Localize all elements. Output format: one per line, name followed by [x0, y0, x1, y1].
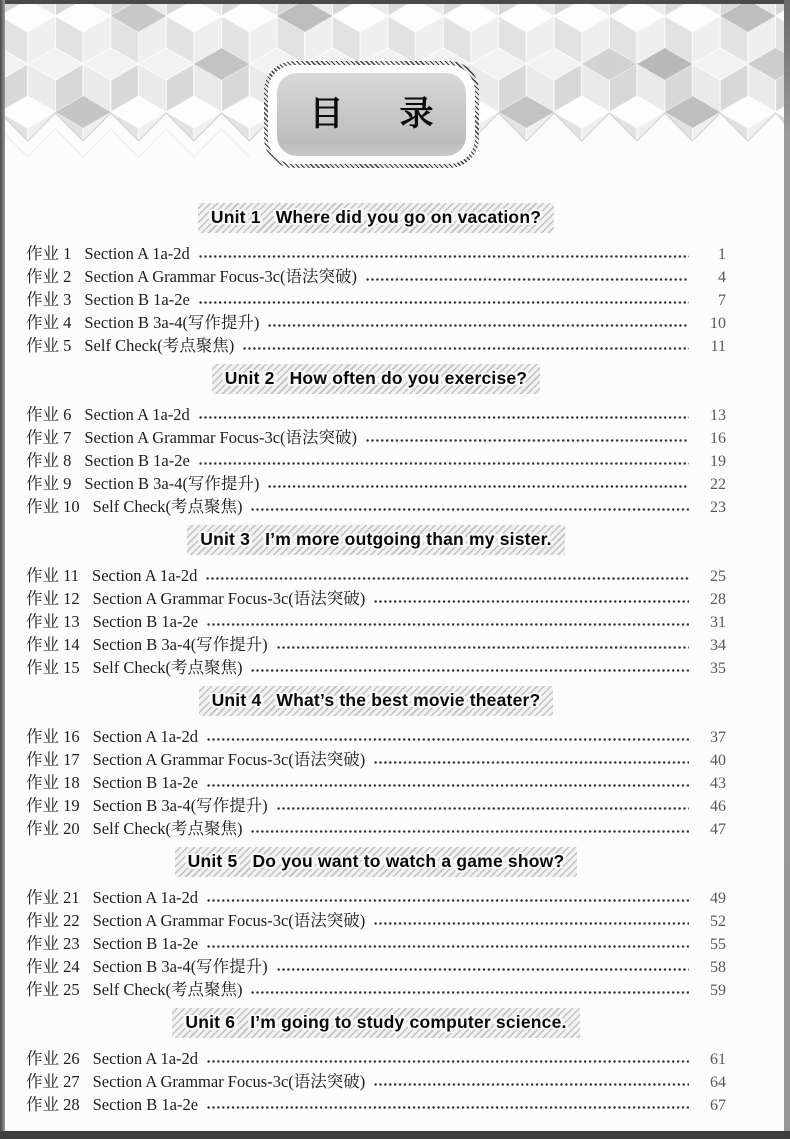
dot-leader [374, 600, 689, 603]
row-page-number: 31 [710, 614, 726, 631]
dot-leader [366, 278, 689, 281]
row-label: 作业 16 [26, 727, 80, 746]
unit-title: I’m going to study computer science. [250, 1012, 567, 1032]
dot-leader [207, 1060, 689, 1063]
toc-row [26, 1091, 726, 1114]
row-label: 作业 25 [26, 980, 80, 999]
toc-row [26, 654, 726, 677]
unit-section [26, 847, 726, 1008]
row-title: Section A 1a-2d [92, 727, 199, 746]
row-title: Self Check(考点聚焦) [92, 658, 243, 677]
dot-leader [206, 577, 689, 580]
row-title: Self Check(考点聚焦) [92, 497, 243, 516]
toc-row [26, 884, 726, 907]
unit-section [26, 525, 726, 686]
toc-row [26, 930, 726, 953]
dot-leader [199, 462, 689, 465]
row-label: 作业 24 [26, 957, 80, 976]
toc-row [26, 470, 726, 493]
row-title: Section A 1a-2d [92, 566, 198, 585]
unit-title: I’m more outgoing than my sister. [265, 529, 552, 549]
toc-row [26, 562, 726, 585]
row-label: 作业 4 [26, 313, 72, 332]
row-label: 作业 14 [26, 635, 80, 654]
row-page-number: 4 [718, 269, 726, 286]
toc-row [26, 309, 726, 332]
unit-label: Unit 6 [185, 1012, 236, 1032]
row-title: Section B 3a-4(写作提升) [92, 635, 268, 654]
row-title: Section B 1a-2e [92, 1095, 199, 1114]
scan-edge-right [784, 0, 790, 1139]
row-label: 作业 27 [26, 1072, 80, 1091]
dot-leader [199, 416, 689, 419]
row-title: Section A Grammar Focus-3c(语法突破) [84, 267, 358, 286]
dot-leader [277, 807, 689, 810]
row-title: Self Check(考点聚焦) [84, 336, 235, 355]
unit-title: Do you want to watch a game show? [252, 851, 565, 871]
toc-title-box-inner [268, 65, 475, 164]
row-page-number: 19 [710, 453, 726, 470]
dot-leader [243, 347, 689, 350]
toc-row [26, 815, 726, 838]
dot-leader [207, 1106, 689, 1109]
row-label: 作业 11 [26, 566, 80, 585]
toc-row [26, 976, 726, 999]
toc-row [26, 723, 726, 746]
unit-header [199, 686, 554, 716]
row-page-number: 10 [710, 315, 726, 332]
row-page-number: 47 [710, 821, 726, 838]
row-label: 作业 20 [26, 819, 80, 838]
row-title: Section B 1a-2e [92, 773, 199, 792]
row-page-number: 35 [710, 660, 726, 677]
unit-section [26, 686, 726, 847]
toc-row [26, 907, 726, 930]
toc-row [26, 493, 726, 516]
row-title: Section B 1a-2e [84, 451, 190, 470]
row-page-number: 7 [718, 292, 726, 309]
toc-title-plate [277, 73, 466, 156]
row-page-number: 11 [710, 338, 726, 355]
dot-leader [207, 945, 689, 948]
row-title: Section B 1a-2e [92, 612, 199, 631]
dot-leader [277, 968, 689, 971]
unit-section [26, 203, 726, 364]
scan-edge-left [0, 0, 5, 1139]
row-page-number: 43 [710, 775, 726, 792]
unit-label: Unit 4 [211, 690, 262, 710]
row-title: Section A Grammar Focus-3c(语法突破) [92, 589, 366, 608]
row-label: 作业 26 [26, 1049, 80, 1068]
row-label: 作业 9 [26, 474, 72, 493]
row-label: 作业 6 [26, 405, 72, 424]
page-title-char-right: 录 [399, 95, 434, 133]
toc-row [26, 585, 726, 608]
scan-edge-top [0, 0, 790, 4]
row-title: Section A Grammar Focus-3c(语法突破) [92, 750, 366, 769]
unit-header [175, 847, 578, 877]
row-label: 作业 5 [26, 336, 72, 355]
dot-leader [251, 508, 689, 511]
row-label: 作业 12 [26, 589, 80, 608]
unit-title: What’s the best movie theater? [276, 690, 541, 710]
row-title: Section B 1a-2e [92, 934, 199, 953]
toc-row [26, 286, 726, 309]
row-label: 作业 3 [26, 290, 72, 309]
unit-title: How often do you exercise? [289, 368, 528, 388]
unit-header [198, 203, 554, 233]
unit-label: Unit 3 [200, 529, 251, 549]
dot-leader [207, 738, 689, 741]
row-label: 作业 2 [26, 267, 72, 286]
row-page-number: 55 [710, 936, 726, 953]
row-label: 作业 21 [26, 888, 80, 907]
row-title: Section A Grammar Focus-3c(语法突破) [92, 911, 366, 930]
row-title: Section A 1a-2d [84, 244, 190, 263]
row-title: Section B 1a-2e [84, 290, 190, 309]
row-title: Self Check(考点聚焦) [92, 980, 243, 999]
row-label: 作业 18 [26, 773, 80, 792]
row-label: 作业 10 [26, 497, 80, 516]
row-label: 作业 13 [26, 612, 80, 631]
row-label: 作业 1 [26, 244, 72, 263]
row-page-number: 13 [710, 407, 726, 424]
dot-leader [277, 646, 689, 649]
toc-row [26, 1045, 726, 1068]
row-page-number: 25 [710, 568, 726, 585]
row-page-number: 61 [710, 1051, 726, 1068]
row-page-number: 16 [710, 430, 726, 447]
toc-list [26, 203, 726, 1123]
row-page-number: 34 [710, 637, 726, 654]
page-title-char-left: 目 [309, 95, 344, 133]
row-title: Section B 3a-4(写作提升) [92, 796, 268, 815]
dot-leader [374, 922, 689, 925]
toc-row [26, 608, 726, 631]
dot-leader [366, 439, 689, 442]
row-label: 作业 19 [26, 796, 80, 815]
row-page-number: 40 [710, 752, 726, 769]
dot-leader [251, 669, 689, 672]
toc-row [26, 769, 726, 792]
dot-leader [268, 324, 689, 327]
row-label: 作业 23 [26, 934, 80, 953]
row-label: 作业 8 [26, 451, 72, 470]
toc-row [26, 1068, 726, 1091]
toc-row [26, 263, 726, 286]
unit-label: Unit 2 [224, 368, 275, 388]
row-label: 作业 15 [26, 658, 80, 677]
toc-row [26, 746, 726, 769]
row-page-number: 52 [710, 913, 726, 930]
row-title: Section B 3a-4(写作提升) [84, 474, 260, 493]
row-page-number: 1 [718, 246, 726, 263]
row-page-number: 28 [710, 591, 726, 608]
row-label: 作业 28 [26, 1095, 80, 1114]
dot-leader [268, 485, 689, 488]
toc-title-box [264, 61, 479, 168]
dot-leader [374, 1083, 689, 1086]
toc-row [26, 447, 726, 470]
row-page-number: 64 [710, 1074, 726, 1091]
dot-leader [207, 623, 689, 626]
row-page-number: 58 [710, 959, 726, 976]
row-page-number: 59 [710, 982, 726, 999]
row-title: Section A 1a-2d [92, 1049, 199, 1068]
row-page-number: 46 [710, 798, 726, 815]
row-label: 作业 7 [26, 428, 72, 447]
unit-section [26, 1008, 726, 1123]
row-title: Section A 1a-2d [84, 405, 190, 424]
scan-edge-bottom [0, 1131, 790, 1139]
unit-header [172, 1008, 579, 1038]
unit-title: Where did you go on vacation? [275, 207, 542, 227]
unit-label: Unit 1 [210, 207, 261, 227]
dot-leader [199, 301, 689, 304]
row-label: 作业 22 [26, 911, 80, 930]
dot-leader [251, 991, 689, 994]
dot-leader [207, 784, 689, 787]
row-title: Self Check(考点聚焦) [92, 819, 243, 838]
toc-row [26, 240, 726, 263]
dot-leader [207, 899, 689, 902]
row-title: Section B 3a-4(写作提升) [84, 313, 260, 332]
dot-leader [199, 255, 689, 258]
unit-header [187, 525, 564, 555]
toc-row [26, 631, 726, 654]
toc-row [26, 424, 726, 447]
row-page-number: 23 [710, 499, 726, 516]
row-title: Section A Grammar Focus-3c(语法突破) [92, 1072, 366, 1091]
row-page-number: 37 [710, 729, 726, 746]
dot-leader [374, 761, 689, 764]
toc-row [26, 953, 726, 976]
toc-row [26, 332, 726, 355]
unit-label: Unit 5 [187, 851, 238, 871]
toc-row [26, 792, 726, 815]
row-title: Section A Grammar Focus-3c(语法突破) [84, 428, 358, 447]
row-label: 作业 17 [26, 750, 80, 769]
row-page-number: 67 [710, 1097, 726, 1114]
unit-header [212, 364, 540, 394]
row-page-number: 49 [710, 890, 726, 907]
toc-row [26, 401, 726, 424]
unit-section [26, 364, 726, 525]
row-page-number: 22 [710, 476, 726, 493]
row-title: Section A 1a-2d [92, 888, 199, 907]
row-title: Section B 3a-4(写作提升) [92, 957, 268, 976]
dot-leader [251, 830, 689, 833]
